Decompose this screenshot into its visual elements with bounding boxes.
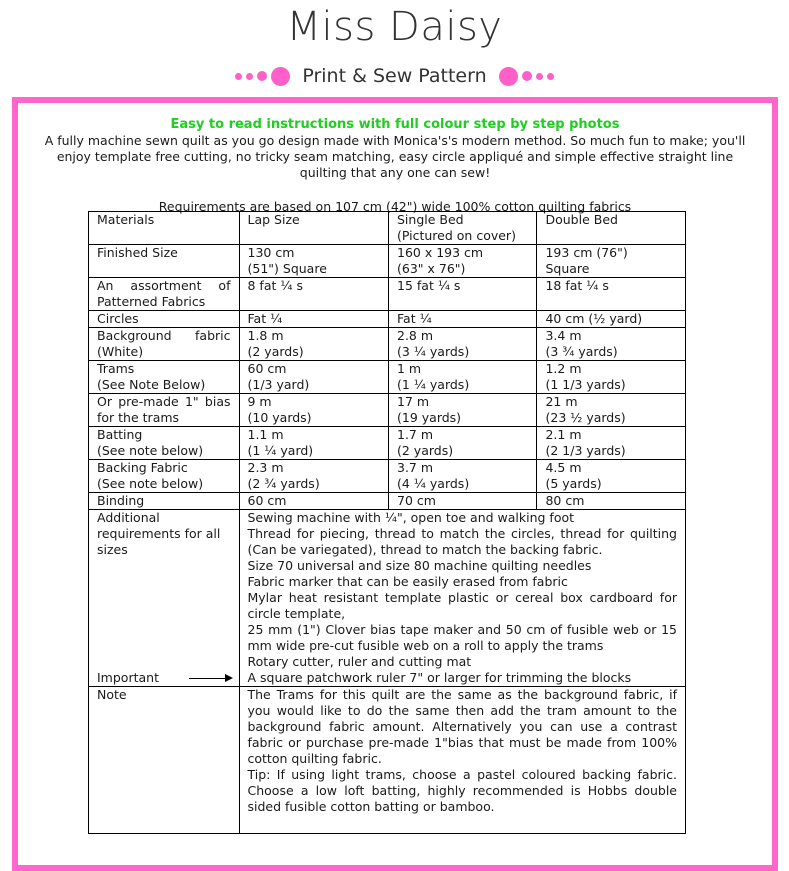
list-item: Sewing machine with ¼", open toe and walking foot <box>247 510 575 525</box>
headline: Easy to read instructions with full colour step by step photos <box>170 117 620 132</box>
row-label: An assortment of Patterned Fabrics <box>89 278 240 311</box>
content-frame <box>12 97 778 871</box>
additional-requirements-row <box>89 510 686 687</box>
column-header: Single Bed (Pictured on cover) <box>389 212 537 245</box>
page-subtitle: Print & Sew Pattern <box>302 65 487 87</box>
table-cell: 3.4 m (3 ¾ yards) <box>537 328 686 361</box>
left-dots-decoration <box>235 67 290 86</box>
dot-icon <box>271 67 290 86</box>
table-cell: Fat ¼ <box>389 311 537 328</box>
dot-icon <box>235 73 242 80</box>
row-label: Batting (See note below) <box>89 427 240 460</box>
important-marker <box>97 670 231 686</box>
important-label: Important <box>97 670 159 685</box>
table-row <box>89 460 686 493</box>
table-row <box>89 328 686 361</box>
row-label: Circles <box>89 311 240 328</box>
table-cell: 18 fat ¼ s <box>537 278 686 311</box>
dot-icon <box>246 73 253 80</box>
table-cell: Fat ¼ <box>239 311 389 328</box>
table-cell: 9 m (10 yards) <box>239 394 389 427</box>
table-cell: 1.8 m (2 yards) <box>239 328 389 361</box>
table-cell: 2.8 m (3 ¼ yards) <box>389 328 537 361</box>
table-cell: 2.1 m (2 1/3 yards) <box>537 427 686 460</box>
table-cell: 17 m (19 yards) <box>389 394 537 427</box>
list-item: Fabric marker that can be easily erased from fabric <box>247 574 568 589</box>
column-header: Lap Size <box>239 212 389 245</box>
intro-text: A fully machine sewn quilt as you go design made with Monica's's modern method. So much fun to make; you'll enjoy template free cutting, no tricky seam matching, easy circle appliqué and simple effective straight line quilting that any one can sew! <box>44 133 746 180</box>
table-cell: 60 cm (1/3 yard) <box>239 361 389 394</box>
note-row <box>89 687 686 834</box>
dot-icon <box>257 71 267 81</box>
note-label: Note <box>89 687 240 834</box>
table-cell: 4.5 m (5 yards) <box>537 460 686 493</box>
table-cell: 1.2 m (1 1/3 yards) <box>537 361 686 394</box>
requirements-note: Requirements are based on 107 cm (42") wide 100% cotton quilting fabrics <box>158 199 632 214</box>
dot-icon <box>499 67 518 86</box>
table-row <box>89 311 686 328</box>
table-row <box>89 245 686 278</box>
table-cell: 80 cm <box>537 493 686 510</box>
table-cell: 21 m (23 ½ yards) <box>537 394 686 427</box>
additional-label: Additional requirements for all sizes <box>97 510 221 557</box>
tip-text: Tip: If using light trams, choose a pastel coloured backing fabric. Choose a low loft batting, highly recommended is Hobbs double sided fusible cotton batting or bamboo. <box>247 767 677 814</box>
additional-label-cell <box>89 510 240 687</box>
table-cell: 160 x 193 cm (63" x 76") <box>389 245 537 278</box>
row-label: Binding <box>89 493 240 510</box>
table-cell: 130 cm (51") Square <box>239 245 389 278</box>
row-label: Backing Fabric (See note below) <box>89 460 240 493</box>
dot-icon <box>522 71 532 81</box>
table-row <box>89 361 686 394</box>
table-row <box>89 278 686 311</box>
table-cell: 60 cm <box>239 493 389 510</box>
note-cell <box>239 687 686 834</box>
column-header: Materials <box>89 212 240 245</box>
table-cell: 8 fat ¼ s <box>239 278 389 311</box>
right-dots-decoration <box>499 67 554 86</box>
table-cell: 40 cm (½ yard) <box>537 311 686 328</box>
list-item: Size 70 universal and size 80 machine quilting needles <box>247 558 592 573</box>
list-item: Thread for piecing, thread to match the circles, thread for quilting (Can be variegated), thread to match the backing fabric. <box>247 526 677 557</box>
table-row <box>89 394 686 427</box>
table-row <box>89 493 686 510</box>
arrow-right-icon <box>189 678 231 679</box>
table-cell: 193 cm (76") Square <box>537 245 686 278</box>
row-label: Trams (See Note Below) <box>89 361 240 394</box>
dot-icon <box>536 73 543 80</box>
list-item: A square patchwork ruler 7" or larger for trimming the blocks <box>247 670 632 685</box>
table-cell: 15 fat ¼ s <box>389 278 537 311</box>
subtitle-row <box>0 60 789 92</box>
row-label: Or pre-made 1" bias for the trams <box>89 394 240 427</box>
table-cell: 1.1 m (1 ¼ yard) <box>239 427 389 460</box>
page-title: Miss Daisy <box>286 4 503 50</box>
table-cell: 70 cm <box>389 493 537 510</box>
table-cell: 3.7 m (4 ¼ yards) <box>389 460 537 493</box>
list-item: Mylar heat resistant template plastic or cereal box cardboard for circle template, <box>247 590 677 621</box>
row-label: Finished Size <box>89 245 240 278</box>
additional-items-cell <box>239 510 686 687</box>
dot-icon <box>547 73 554 80</box>
table-cell: 1 m (1 ¼ yards) <box>389 361 537 394</box>
list-item: Rotary cutter, ruler and cutting mat <box>247 654 472 669</box>
requirements-table <box>88 211 686 834</box>
table-cell: 1.7 m (2 yards) <box>389 427 537 460</box>
table-cell: 2.3 m (2 ¾ yards) <box>239 460 389 493</box>
table-header-row <box>89 212 686 245</box>
note-text: The Trams for this quilt are the same as the background fabric, if you would like to do the same then add the tram amount to the background fabric amount. Alternatively you can use a contrast fabric or purchase pre-made 1"bias that must be made from 100% cotton quilting fabric. <box>247 687 677 766</box>
row-label: Background fabric (White) <box>89 328 240 361</box>
table-row <box>89 427 686 460</box>
list-item: 25 mm (1") Clover bias tape maker and 50 cm of fusible web or 15 mm wide pre-cut fusible web on a roll to apply the trams <box>247 622 677 653</box>
column-header: Double Bed <box>537 212 686 245</box>
